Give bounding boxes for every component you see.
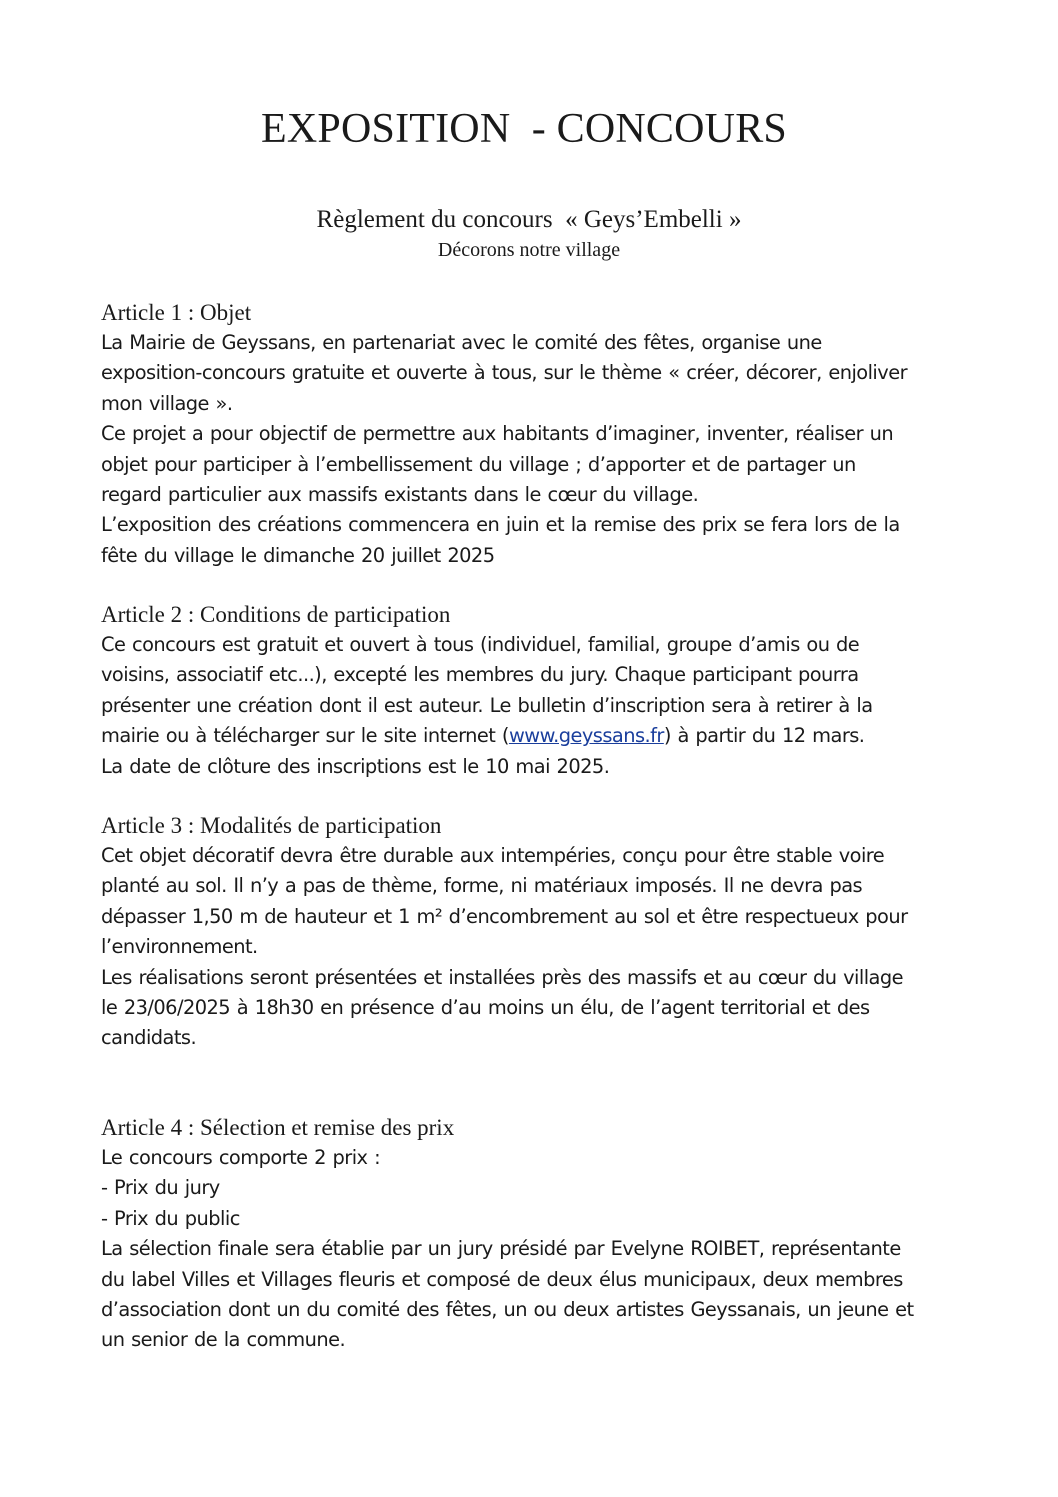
link-line-prefix: mairie ou à télécharger sur le site internet ( <box>101 724 509 748</box>
document-subtitle: Règlement du concours « Geys’Embelli » <box>316 206 742 233</box>
article-1-heading: Article 1 : Objet <box>101 300 252 325</box>
article-3-line-6: le 23/06/2025 à 18h30 en présence d’au moins un élu, de l’agent territorial et des <box>101 996 870 1020</box>
prize-item-public: - Prix du public <box>101 1206 240 1230</box>
article-2-heading: Article 2 : Conditions de participation <box>101 602 451 627</box>
document-tagline: Décorons notre village <box>437 239 621 261</box>
article-2-line-3: présenter une création dont il est auteur. Le bulletin d’inscription sera à retirer à la <box>101 693 873 717</box>
article-1-line-4: Ce projet a pour objectif de permettre aux habitants d’imaginer, inventer, réaliser un <box>101 422 894 446</box>
article-2 <box>101 600 971 782</box>
article-4-line-5: du label Villes et Villages fleuris et composé de deux élus municipaux, deux membres <box>101 1267 903 1291</box>
article-3-line-7: candidats. <box>101 1026 197 1050</box>
article-3-line-5: Les réalisations seront présentées et installées près des massifs et au cœur du village <box>101 965 904 989</box>
article-4-line-1: Le concours comporte 2 prix : <box>101 1146 381 1169</box>
article-3 <box>101 811 971 1054</box>
article-1-line-7: L’exposition des créations commencera en juin et la remise des prix se fera lors de la <box>101 513 900 537</box>
article-1-line-3: mon village ». <box>101 391 233 415</box>
article-4-line-4: La sélection finale sera établie par un jury présidé par Evelyne ROIBET, représentante <box>101 1237 901 1261</box>
article-3-line-2: planté au sol. Il n’y a pas de thème, forme, ni matériaux imposés. Il ne devra pas <box>101 874 863 898</box>
link-line-suffix: ) à partir du 12 mars. <box>663 724 865 748</box>
article-1-line-8: fête du village le dimanche 20 juillet 2025 <box>101 543 495 567</box>
article-2-line-1: Ce concours est gratuit et ouvert à tous (individuel, familial, groupe d’amis ou de <box>101 633 860 656</box>
article-2-link-line <box>101 721 971 751</box>
article-3-line-4: l’environnement. <box>101 935 258 959</box>
prize-item-jury: - Prix du jury <box>101 1176 220 1200</box>
article-4-line-7: un senior de la commune. <box>101 1328 346 1352</box>
website-link[interactable]: www.geyssans.fr <box>508 724 664 748</box>
article-2-line-2: voisins, associatif etc...), excepté les membres du jury. Chaque participant pourra <box>101 663 859 687</box>
article-3-line-1: Cet objet décoratif devra être durable aux intempéries, conçu pour être stable voire <box>101 844 885 867</box>
article-1-line-6: regard particulier aux massifs existants dans le cœur du village. <box>101 483 699 507</box>
document-title: EXPOSITION - CONCOURS <box>261 106 787 152</box>
article-3-heading: Article 3 : Modalités de participation <box>101 813 442 838</box>
article-1 <box>101 298 971 571</box>
article-2-closing-line: La date de clôture des inscriptions est le 10 mai 2025. <box>101 754 610 778</box>
article-3-line-3: dépasser 1,50 m de hauteur et 1 m² d’encombrement au sol et être respectueux pour <box>101 904 908 928</box>
article-4-heading: Article 4 : Sélection et remise des prix <box>101 1115 455 1140</box>
article-1-line-1: La Mairie de Geyssans, en partenariat avec le comité des fêtes, organise une <box>101 331 822 354</box>
article-1-line-2: exposition-concours gratuite et ouverte à tous, sur le thème « créer, décorer, enjoliver <box>101 361 907 385</box>
article-1-line-5: objet pour participer à l’embellissement du village ; d’apporter et de partager un <box>101 452 856 476</box>
article-4-line-6: d’association dont un du comité des fêtes, un ou deux artistes Geyssanais, un jeune et <box>101 1298 914 1322</box>
article-4 <box>101 1113 971 1356</box>
